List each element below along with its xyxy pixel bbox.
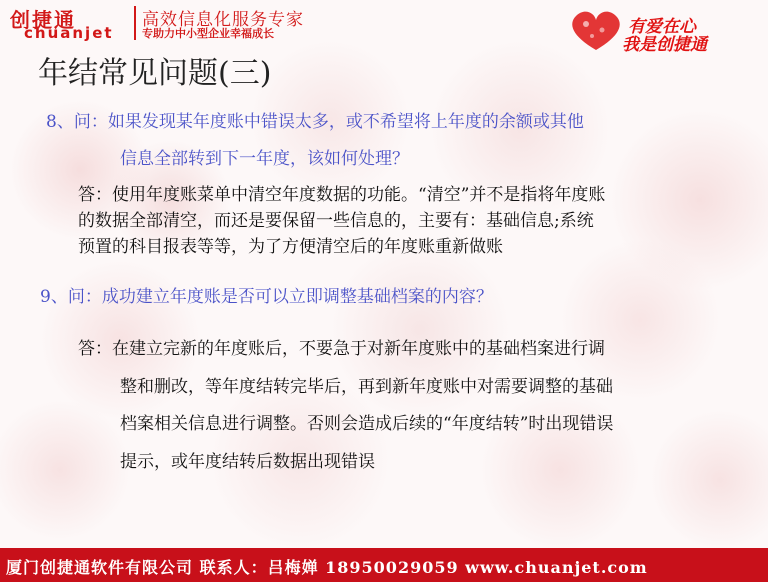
- logo-slogan: 高效信息化服务专家: [142, 10, 304, 30]
- answer-9-line4: 提示，或年度结转后数据出现错误: [120, 452, 375, 472]
- answer-8-line2: 的数据全部清空，而还是要保留一些信息的，主要有：基础信息;系统: [78, 211, 594, 231]
- footer-bar: [0, 548, 768, 582]
- logo-divider: [134, 6, 136, 40]
- page-title: 年结常见问题(三): [38, 56, 272, 91]
- logo-chinese-name: 创捷通: [10, 8, 76, 32]
- answer-8-line1: 答：使用年度账菜单中清空年度数据的功能。“清空”并不是指将年度账: [78, 185, 606, 205]
- badge-line2: 我是创捷通: [622, 35, 707, 55]
- heart-badge: [566, 8, 766, 54]
- question-9-line1: 9、问：成功建立年度账是否可以立即调整基础档案的内容？: [40, 287, 493, 307]
- logo-english-name: chuanjet: [24, 24, 114, 42]
- answer-9-line3: 档案相关信息进行调整。否则会造成后续的“年度结转”时出现错误: [120, 414, 614, 434]
- question-8-line1: 8、问：如果发现某年度账中错误太多，或不希望将上年度的余额或其他: [46, 112, 584, 132]
- answer-9-line1: 答：在建立完新的年度账后，不要急于对新年度账中的基础档案进行调: [78, 339, 605, 359]
- company-logo: [10, 4, 350, 42]
- badge-line1: 有爱在心: [628, 17, 696, 37]
- footer-contact: 厦门创捷通软件有限公司 联系人：吕梅婵 18950029059 www.chuanjet.com: [6, 558, 648, 577]
- answer-8-line3: 预置的科目报表等等，为了方便清空后的年度账重新做账: [78, 237, 503, 257]
- answer-9-line2: 整和删改，等年度结转完毕后，再到新年度账中对需要调整的基础: [120, 377, 613, 397]
- logo-sub-slogan: 专助力中小型企业幸福成长: [142, 27, 274, 40]
- question-8-line2: 信息全部转到下一年度，该如何处理？: [120, 149, 409, 169]
